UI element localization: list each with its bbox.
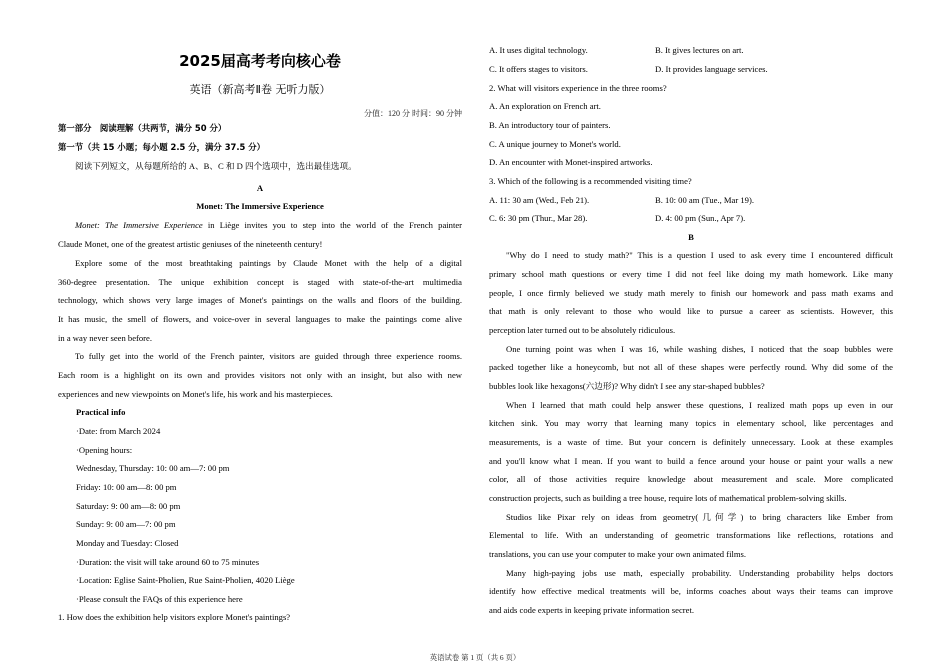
q3-option-c: C. 6: 30 pm (Thur., Mar 28).: [489, 213, 588, 223]
passage-a-p3-line: To fully get into the world of the French painter, visitors are guided through three experience rooms.: [75, 351, 462, 361]
q3-option-d: D. 4: 00 pm (Sun., Apr 7).: [655, 213, 746, 223]
practical-info-item: ·Date: from March 2024: [76, 426, 161, 436]
q2-option-a: A. An exploration on French art.: [489, 101, 601, 111]
passage-b-p3-line: and you'll know what I mean. If you want to build a fence around your house or paint your walls a new: [489, 456, 893, 466]
passage-b-p2-line: packed together like a honeycomb, but not all of these shapes were perfectly round. Why did some of the: [489, 362, 893, 372]
practical-info-item: Sunday: 9: 00 am—7: 00 pm: [76, 519, 176, 529]
q1-option-a: A. It uses digital technology.: [489, 45, 588, 55]
q2-option-d: D. An encounter with Monet-inspired artworks.: [489, 157, 653, 167]
practical-info-item: ·Duration: the visit will take around 60 to 75 minutes: [76, 557, 260, 567]
q3-option-a: A. 11: 30 am (Wed., Feb 21).: [489, 195, 590, 205]
q2-option-b: B. An introductory tour of painters.: [489, 120, 611, 130]
passage-a-p1-line: Claude Monet, one of the greatest artistic geniuses of the nineteenth century!: [58, 239, 323, 249]
q2-option-c: C. A unique journey to Monet's world.: [489, 139, 621, 149]
passage-b-p3-line: kitchen sink. You may worry that learning many topics in elementary school, like percentages and: [489, 418, 893, 428]
question-3-stem: 3. Which of the following is a recommended visiting time?: [489, 176, 692, 186]
passage-b-p1-line: that math is only relevant to those who would like to pursue a career as scientists. However, this: [489, 306, 893, 316]
passage-b-p1-line: "Why do I need to study math?" This is a question I used to ask every time I encountered difficult: [506, 250, 893, 260]
passage-a-letter: A: [256, 183, 264, 193]
practical-info-item: Monday and Tuesday: Closed: [76, 538, 179, 548]
q1-option-d: D. It provides language services.: [655, 64, 768, 74]
passage-b-p3-line: construction projects, such as building a tree house, require lots of mathematical problem-solving skills.: [489, 493, 847, 503]
passage-b-p4-line: Studios like Pixar rely on ideas from geometry(几何学) to bring characters like Ember from: [506, 512, 893, 522]
section-heading: 第一节（共 15 小题；每小题 2.5 分，满分 37.5 分）: [58, 142, 266, 152]
passage-b-p5-line: Many high-paying jobs use math, especially probability. Understanding probability helps doctors: [506, 568, 893, 578]
question-2-stem: 2. What will visitors experience in the three rooms?: [489, 83, 667, 93]
passage-a-title: Monet: The Immersive Experience: [196, 201, 324, 211]
passage-a-p3-line: experiences and new viewpoints on Monet's life, his work and his masterpieces.: [58, 389, 333, 399]
practical-info-item: ·Please consult the FAQs of this experience here: [76, 594, 243, 604]
passage-a-p3-line: Each room is a highlight on its own and provides visitors not only with an insight, but also with new: [58, 370, 462, 380]
passage-b-p2-line: bubbles look like hexagons(六边形)? Why didn't I see any star-shaped bubbles?: [489, 381, 765, 391]
practical-info-item: Wednesday, Thursday: 10: 00 am—7: 00 pm: [76, 463, 230, 473]
passage-b-p4-line: Elemental to life. With an understanding of geometric transformations like reflections, rotations and: [489, 530, 893, 540]
passage-b-letter: B: [688, 232, 694, 242]
exam-meta: 分值：120 分 时间：90 分钟: [364, 109, 462, 118]
practical-info-heading: Practical info: [76, 407, 126, 417]
passage-b-p4-line: translations, you can use your computer to make your own animated films.: [489, 549, 747, 559]
passage-b-p1-line: primary school math questions or every time I did not feel like doing my math homework. Like many: [489, 269, 893, 279]
instruction: 阅读下列短文，从每题所给的 A、B、C 和 D 四个选项中，选出最佳选项。: [75, 161, 357, 171]
page-subtitle: 英语（新高考Ⅱ卷 无听力版）: [189, 83, 331, 96]
passage-a-p2-line: in a way never seen before.: [58, 333, 153, 343]
passage-b-p2-line: One turning point was when I was 16, while washing dishes, I noticed that the soap bubbles were: [506, 344, 893, 354]
practical-info-item: ·Opening hours:: [76, 445, 133, 455]
question-1-stem: 1. How does the exhibition help visitors explore Monet's paintings?: [58, 612, 291, 622]
passage-b-p3-line: measurements, is a waste of time. But your concern is definitely unnecessary. Look at these examples: [489, 437, 893, 447]
passage-b-p1-line: people, I once firmly believed we study math merely to finish our homework and pass math exams and: [489, 288, 893, 298]
passage-a-p2-line: Explore some of the most breathtaking paintings by Claude Monet with the help of a digital: [75, 258, 462, 268]
page-footer: 英语试卷 第 1 页（共 6 页）: [429, 653, 521, 662]
q3-option-b: B. 10: 00 am (Tue., Mar 19).: [655, 195, 754, 205]
practical-info-item: Saturday: 9: 00 am—8: 00 pm: [76, 501, 181, 511]
passage-a-p2-line: technology, which shows very large images of Monet's paintings on the walls and floors of the building.: [58, 295, 462, 305]
passage-b-p5-line: and aids code experts in keeping private information secret.: [489, 605, 694, 615]
passage-b-p3-line: When I learned that math could help answer these questions, I realized math pops up even in our: [506, 400, 893, 410]
q1-option-c: C. It offers stages to visitors.: [489, 64, 588, 74]
passage-b-p3-line: color, all of those activities require knowledge about measurement and scale. More complicated: [489, 474, 893, 484]
part-heading: 第一部分 阅读理解（共两节，满分 50 分）: [58, 123, 227, 133]
page-title: 2025届高考考向核心卷: [179, 52, 341, 70]
passage-a-p2-line: It has music, the smell of flowers, and voice-over in several languages to make the paintings come alive: [58, 314, 462, 324]
practical-info-item: Friday: 10: 00 am—8: 00 pm: [76, 482, 177, 492]
passage-b-p1-line: perception later turned out to be absolutely ridiculous.: [489, 325, 676, 335]
q1-option-b: B. It gives lectures on art.: [655, 45, 744, 55]
passage-a-p1-line: Monet: The Immersive Experience in Liège invites you to step into the world of the French painter: [75, 220, 462, 230]
passage-a-p2-line: 360-degree presentation. The unique exhibition concept is staged with state-of-the-art multimedia: [58, 277, 462, 287]
practical-info-item: ·Location: Eglise Saint-Pholien, Rue Saint-Pholien, 4020 Liège: [76, 575, 295, 585]
passage-b-p5-line: identify how effective medical treatments will be, informs coaches about ways their teams can improve: [489, 586, 893, 596]
